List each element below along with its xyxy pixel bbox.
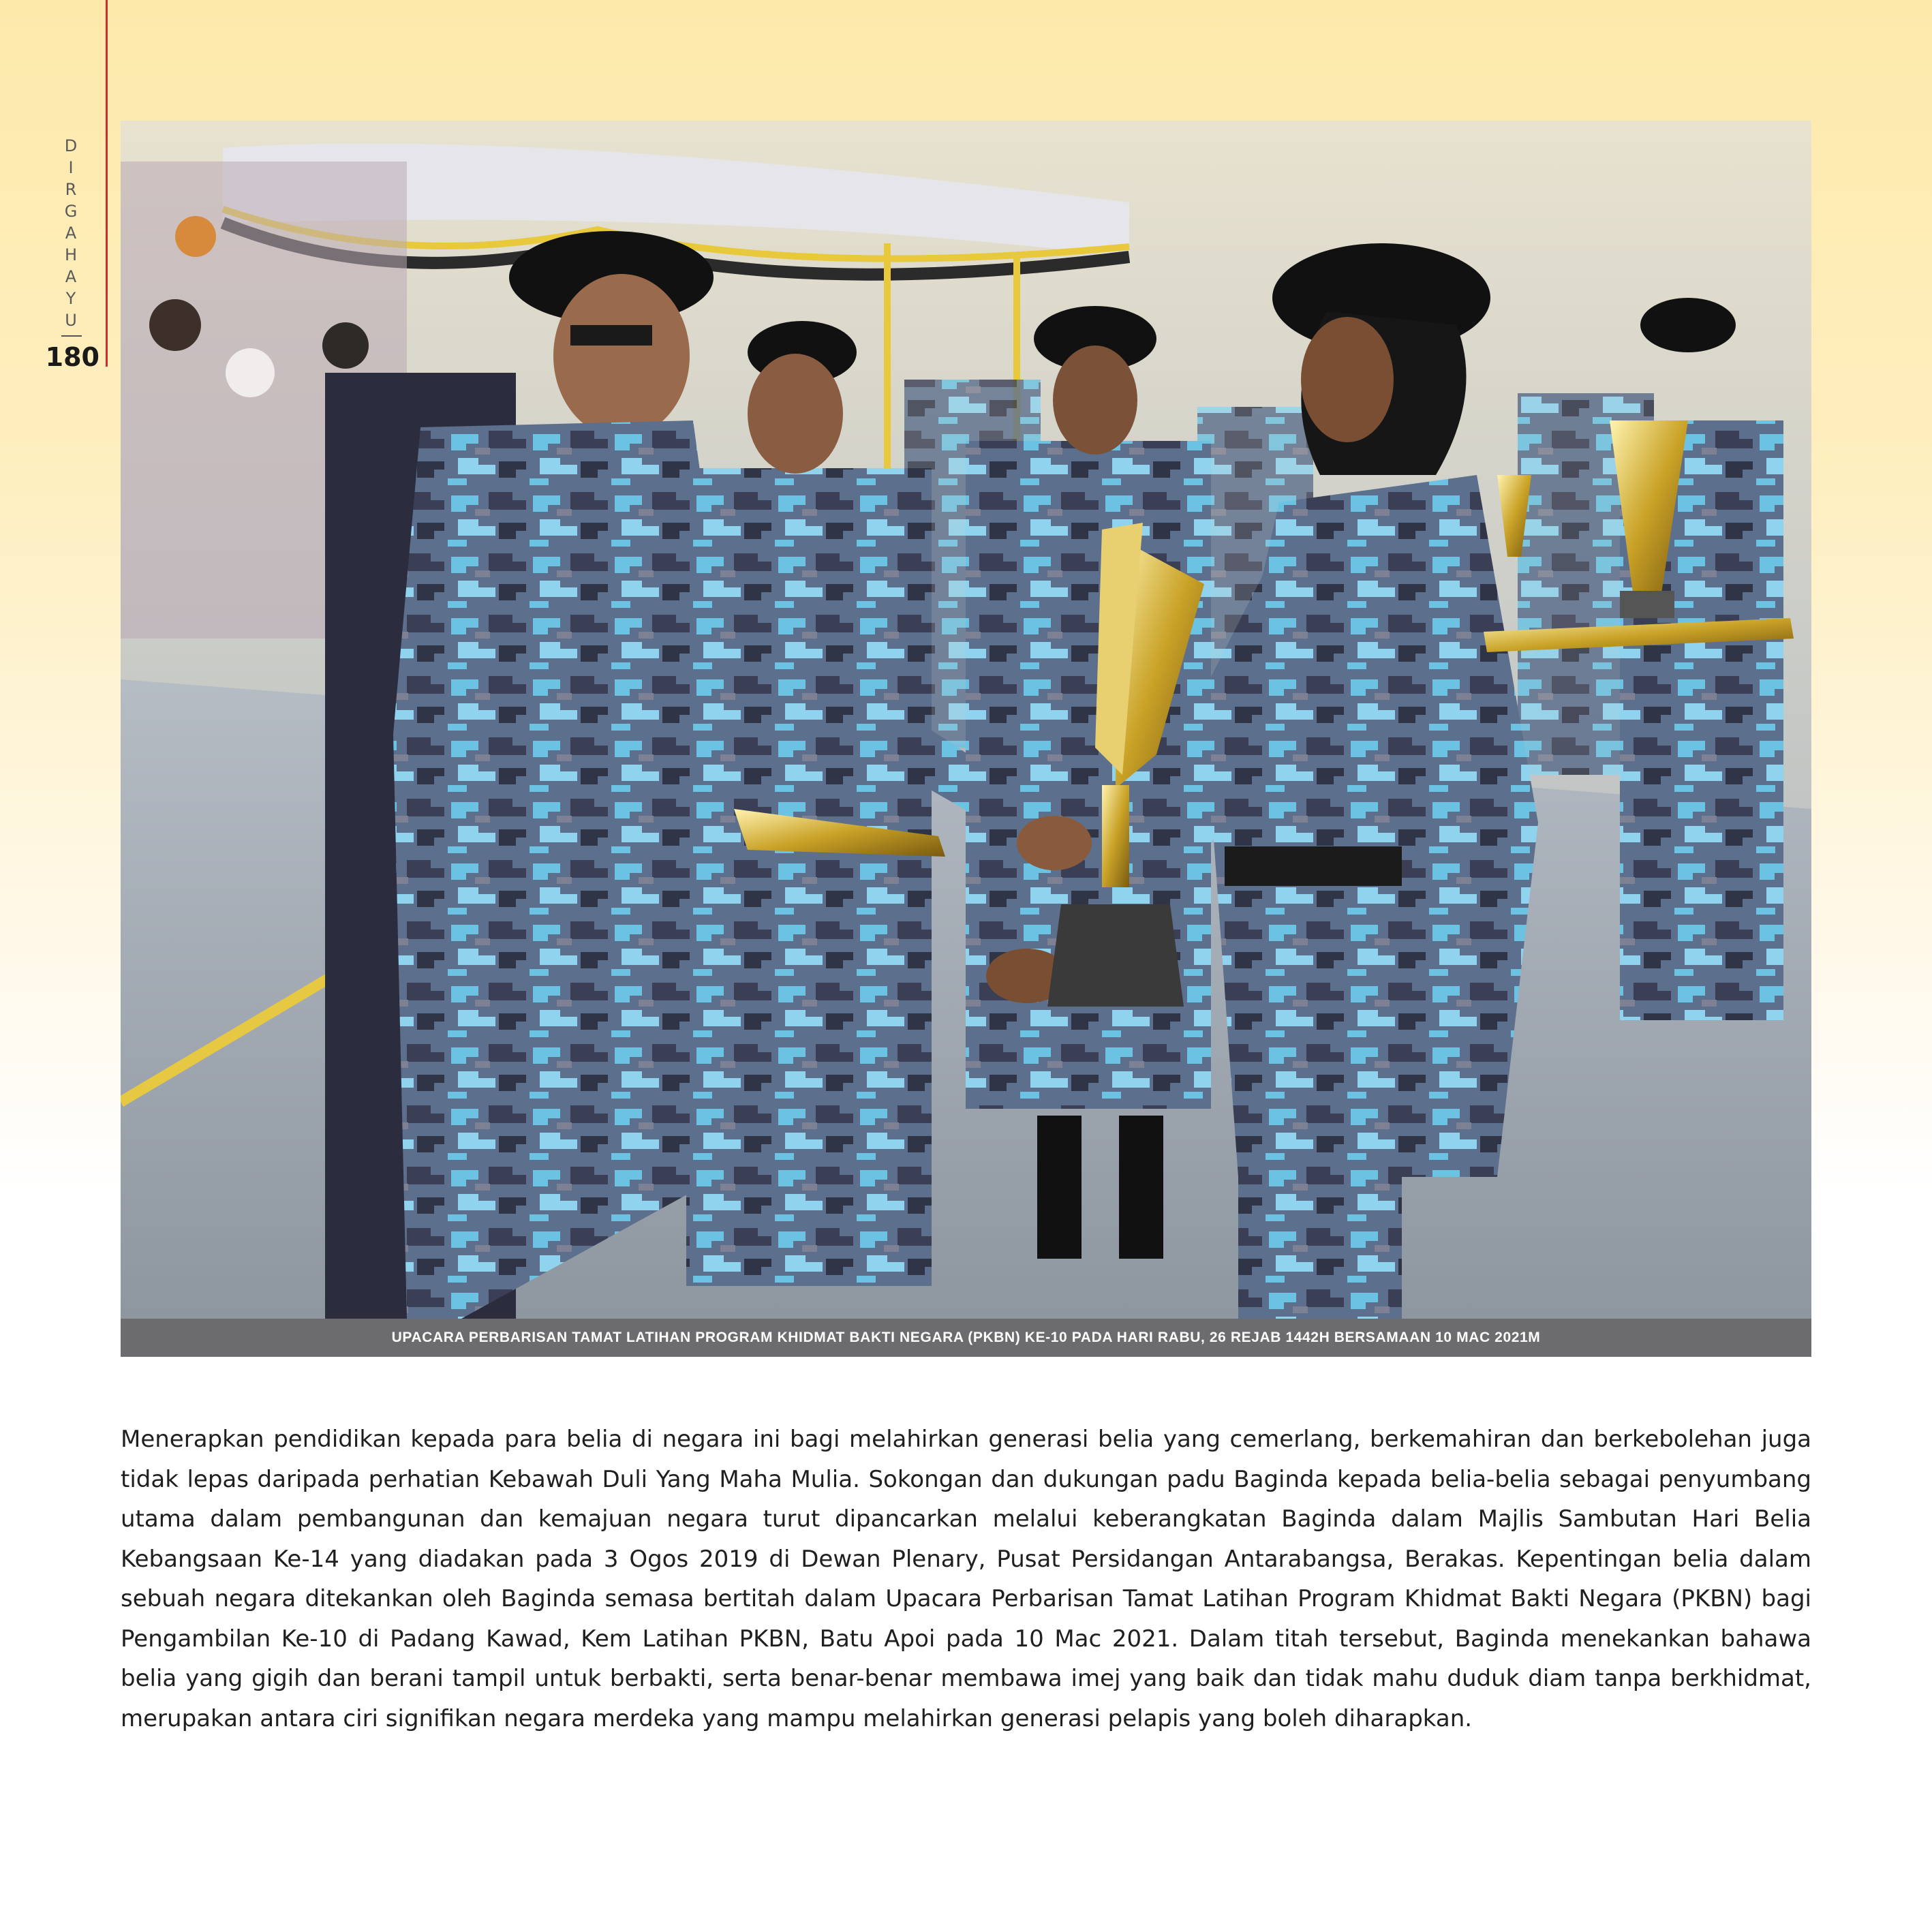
article-paragraph: Menerapkan pendidikan kepada para belia di negara ini bagi melahirkan generasi belia yang cemerlang, berkemahiran dan berkebolehan juga tidak lepas daripada perhatian Kebawah Duli Yang Maha Mulia. Sokongan dan dukungan padu Baginda kepada belia-belia sebagai penyumbang utama dalam pembangunan dan kemajuan negara turut dipancarkan melalui keberangkatan Baginda dalam Majlis Sambutan Hari Belia Kebangsaan Ke-14 yang diadakan pada 3 Ogos 2019 di Dewan Plenary, Pusat Persidangan Antarabangsa, Berakas. Kepentingan belia dalam sebuah negara ditekankan oleh Baginda semasa bertitah dalam Upacara Perbarisan Tamat Latihan Program Khidmat Bakti Negara (PKBN) bagi Pengambilan Ke-10 di Padang Kawad, Kem Latihan PKBN, Batu Apoi pada 10 Mac 2021. Dalam titah tersebut, Baginda menekankan bahawa belia yang gigih dan berani tampil untuk berbakti, serta benar-benar membawa imej yang baik dan tidak mahu duduk diam tanpa berkhidmat, merupakan antara ciri signifikan negara merdeka yang mampu melahirkan generasi pelapis yang boleh diharapkan. — [121, 1426, 1811, 1732]
running-title-letter: R — [65, 180, 77, 199]
running-title-letter: G — [64, 202, 78, 221]
page-number-dash — [61, 335, 82, 337]
running-title-letter: A — [65, 267, 77, 286]
margin-red-rule — [106, 0, 108, 367]
running-title-letter: A — [65, 224, 77, 243]
photo-caption: UPACARA PERBARISAN TAMAT LATIHAN PROGRAM KHIDMAT BAKTI NEGARA (PKBN) KE-10 PADA HARI RABU, 26 REJAB 1442H BERSAMAAN 10 MAC 2021M — [121, 1319, 1811, 1357]
page-number: 180 — [45, 342, 99, 372]
running-title-letter: I — [68, 158, 74, 177]
running-title-vertical — [63, 135, 79, 331]
running-title-letter: Y — [65, 289, 76, 308]
ceremony-photo — [121, 121, 1811, 1319]
running-title-letter: D — [64, 136, 78, 155]
running-title-letter: U — [65, 311, 77, 330]
running-title-letter: H — [64, 245, 78, 264]
